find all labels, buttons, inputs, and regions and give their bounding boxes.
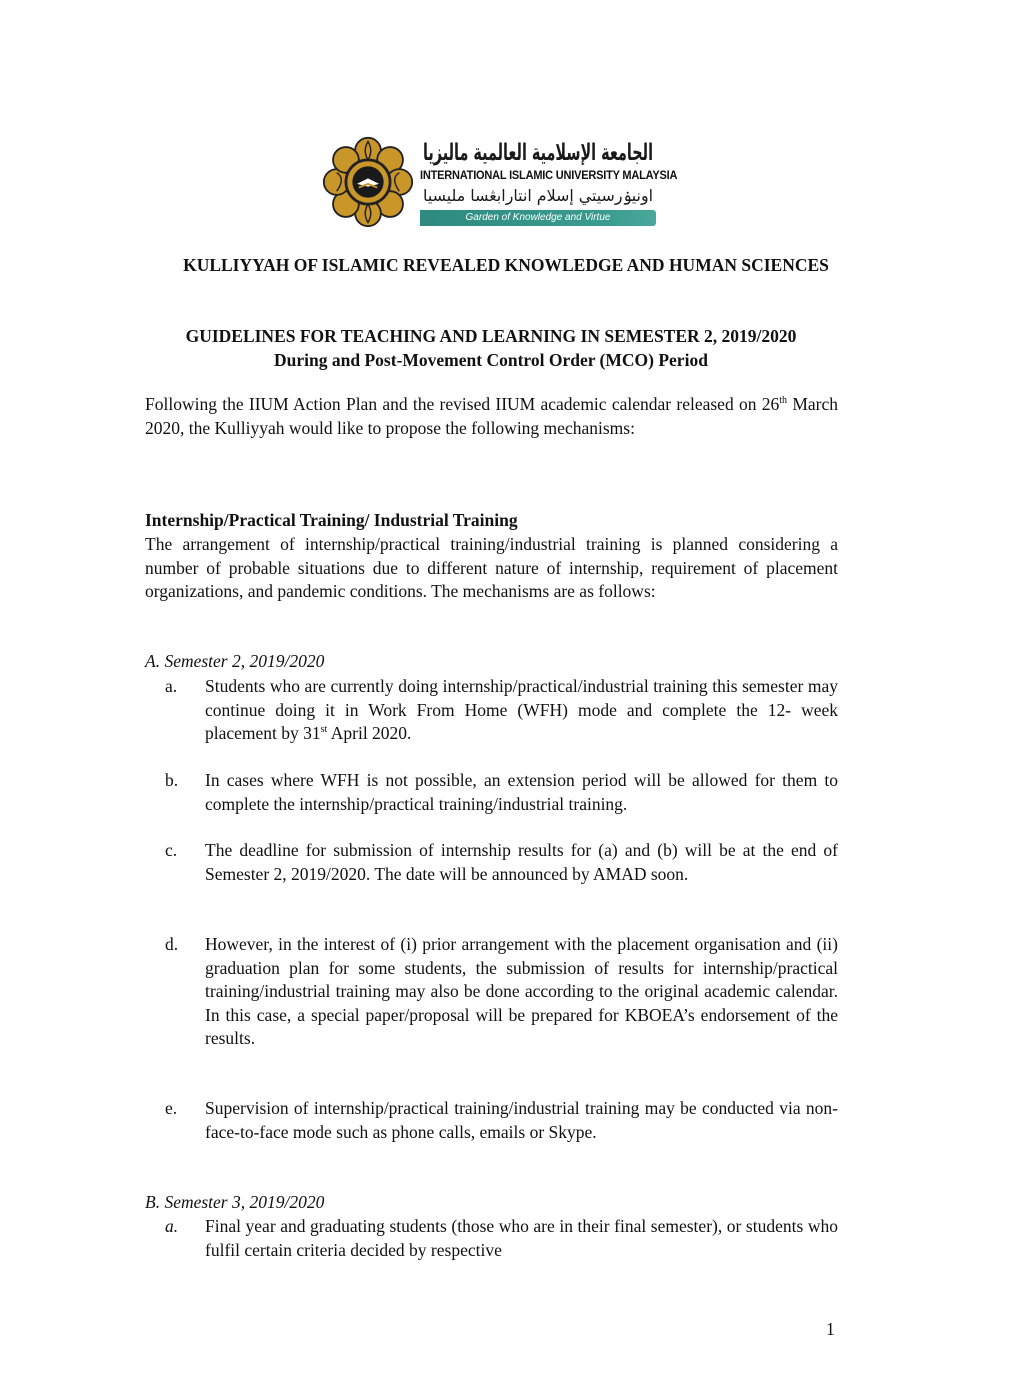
svg-text:الجامعة الإسلامية العالمية مال: الجامعة الإسلامية العالمية ماليزيا: [423, 140, 653, 166]
list-marker: e.: [165, 1098, 178, 1118]
list-marker: a.: [165, 676, 178, 696]
internship-description: The arrangement of internship/practical training/industrial training is planned considering a number of probable situations due to different nature of internship, requirement of placement organizations, and pandemic conditions. The mechanisms are as follows:: [145, 534, 838, 602]
list-item-text: Students who are currently doing internship/practical/industrial training this semester may continue doing it in Work From Home (WFH) mode and complete the 12- week placement by 31st April 2020.: [205, 676, 838, 744]
list-item-text: However, in the interest of (i) prior arrangement with the placement organisation and (ii) graduation plan for some students, the submission of results for internship/practical training/industrial training may also be done according to the original academic calendar. In this case, a special paper/proposal will be prepared for KBOEA’s endorsement of the results.: [205, 934, 838, 1049]
list-item-text: Final year and graduating students (those who are in their final semester), or students who fulfil certain criteria decided by respective: [205, 1216, 838, 1260]
malay-jawi-calligraphy: [420, 184, 656, 206]
guidelines-heading: [0, 324, 982, 372]
university-tagline: Garden of Knowledge and Virtue: [420, 210, 656, 226]
intro-paragraph: Following the IIUM Action Plan and the revised IIUM academic calendar released on 26th March 2020, the Kulliyyah would like to propose the following mechanisms:: [145, 394, 838, 438]
list-item-text: In cases where WFH is not possible, an extension period will be allowed for them to complete the internship/practical training/industrial training.: [205, 770, 838, 814]
kulliyyah-heading: KULLIYYAH OF ISLAMIC REVEALED KNOWLEDGE AND HUMAN SCIENCES: [183, 255, 829, 275]
university-logo: [322, 134, 678, 230]
list-marker: a.: [165, 1216, 179, 1236]
internship-section-title: Internship/Practical Training/ Industrial Training: [145, 510, 518, 530]
list-marker: b.: [165, 770, 179, 790]
list-item-text: Supervision of internship/practical training/industrial training may be conducted via non-face-to-face mode such as phone calls, emails or Skype.: [205, 1098, 838, 1142]
iium-emblem-icon: [322, 136, 414, 228]
list-marker: c.: [165, 840, 178, 860]
university-english-name: INTERNATIONAL ISLAMIC UNIVERSITY MALAYSIA: [420, 169, 678, 183]
list-item-text: The deadline for submission of internship results for (a) and (b) will be at the end of Semester 2, 2019/2020. The date will be announced by AMAD soon.: [205, 840, 838, 884]
svg-text:اونيۏرسيتي إسلام انتارابڠسا مل: اونيۏرسيتي إسلام انتارابڠسا مليسيا: [423, 186, 656, 205]
list-marker: d.: [165, 934, 179, 954]
arabic-title-calligraphy: [420, 134, 656, 168]
guidelines-heading-line1: GUIDELINES FOR TEACHING AND LEARNING IN SEMESTER 2, 2019/2020: [185, 326, 797, 346]
page-number: 1: [826, 1319, 835, 1339]
guidelines-heading-line2: During and Post-Movement Control Order (MCO) Period: [274, 350, 708, 370]
semester-a-title: A. Semester 2, 2019/2020: [145, 651, 325, 671]
semester-b-title: B. Semester 3, 2019/2020: [145, 1192, 325, 1212]
